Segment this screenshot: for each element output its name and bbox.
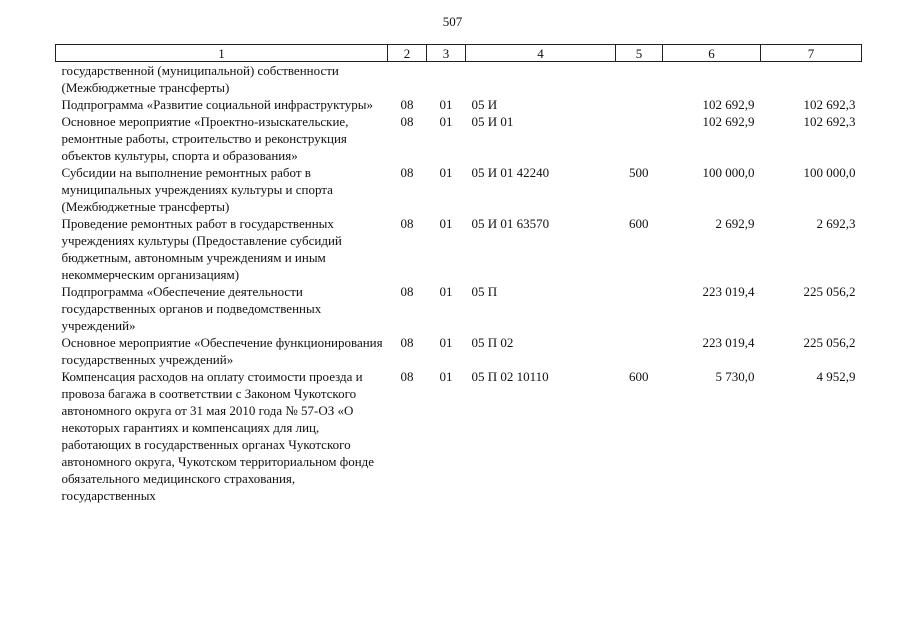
row-subsection-cell: 01	[439, 97, 453, 112]
row-expense-type-cell: 500	[629, 165, 649, 180]
header-col-6: 6	[663, 45, 761, 62]
row-name-cell: Субсидии на выполнение ремонтных работ в муниципальных учреждениях культуры и спорта (Межбюджетные трансферты)	[61, 165, 333, 214]
row-amount-1-cell: 5 730,0	[715, 369, 755, 384]
table-body	[56, 62, 862, 505]
header-col-7: 7	[761, 45, 862, 62]
row-section-cell: 08	[400, 284, 414, 299]
row-name-cell: Основное мероприятие «Обеспечение функционирования государственных учреждений»	[61, 335, 383, 367]
row-target-article-cell: 05 И 01 63570	[471, 216, 550, 231]
row-section-cell: 08	[400, 165, 414, 180]
header-col-4: 4	[466, 45, 616, 62]
header-col-1: 1	[56, 45, 388, 62]
row-amount-1-cell	[663, 62, 761, 97]
header-col-5: 5	[616, 45, 663, 62]
row-amount-1-cell: 100 000,0	[702, 165, 755, 180]
row-name-cell: государственной (муниципальной) собственности (Межбюджетные трансферты)	[61, 63, 339, 95]
row-target-article-cell: 05 И 01	[471, 114, 514, 129]
row-amount-1-cell: 223 019,4	[702, 335, 755, 350]
row-amount-2-cell: 102 692,3	[803, 114, 856, 129]
row-section-cell: 08	[400, 97, 414, 112]
budget-table	[55, 44, 862, 504]
row-section-cell: 08	[400, 216, 414, 231]
row-subsection-cell: 01	[439, 114, 453, 129]
row-section-cell	[388, 62, 427, 97]
row-target-article-cell: 05 П 02 10110	[471, 369, 549, 384]
row-amount-2-cell: 100 000,0	[803, 165, 856, 180]
row-amount-1-cell: 102 692,9	[702, 114, 755, 129]
row-target-article-cell: 05 П 02	[471, 335, 514, 350]
row-amount-2-cell: 4 952,9	[816, 369, 856, 384]
table-row	[56, 113, 862, 164]
row-subsection-cell: 01	[439, 369, 453, 384]
row-subsection-cell: 01	[439, 165, 453, 180]
page-number: 507	[442, 14, 463, 29]
table-row	[56, 96, 862, 113]
row-amount-2-cell	[761, 62, 862, 97]
row-target-article-cell: 05 П	[471, 284, 498, 299]
row-name-cell: Подпрограмма «Обеспечение деятельности государственных органов и подведомственных учреждений»	[61, 284, 322, 333]
row-section-cell: 08	[400, 335, 414, 350]
row-name-cell: Проведение ремонтных работ в государственных учреждениях культуры (Предоставление субсидий бюджетным, автономным учреждениям и иным некоммерческим организациям)	[61, 216, 342, 282]
row-name-cell: Подпрограмма «Развитие социальной инфраструктуры»	[61, 97, 374, 112]
row-expense-type-cell	[616, 113, 663, 164]
row-subsection-cell	[427, 62, 466, 97]
table-row	[56, 164, 862, 215]
row-name-cell: Компенсация расходов на оплату стоимости проезда и провоза багажа в соответствии с Законом Чукотского автономного округа от 31 мая 2010 года № 57-ОЗ «О некоторых гарантиях и компенсациях для лиц, работающих в государственных органах Чукотского автономного округа, Чукотском территориальном фонде обязательного медицинского страхования, государственных	[61, 369, 375, 503]
row-amount-2-cell: 225 056,2	[803, 284, 856, 299]
row-subsection-cell: 01	[439, 216, 453, 231]
row-subsection-cell: 01	[439, 284, 453, 299]
header-col-3: 3	[427, 45, 466, 62]
header-row	[56, 45, 862, 62]
row-expense-type-cell: 600	[629, 369, 649, 384]
table-row	[56, 368, 862, 504]
row-name-cell: Основное мероприятие «Проектно-изыскательские, ремонтные работы, строительство и реконструкция объектов культуры, спорта и образования»	[61, 114, 349, 163]
row-target-article-cell: 05 И	[471, 97, 498, 112]
row-expense-type-cell	[616, 62, 663, 97]
table-header	[56, 45, 862, 62]
header-col-2: 2	[388, 45, 427, 62]
row-subsection-cell: 01	[439, 335, 453, 350]
table-row	[56, 283, 862, 334]
row-target-article-cell: 05 И 01 42240	[471, 165, 550, 180]
row-amount-2-cell: 102 692,3	[803, 97, 856, 112]
row-section-cell: 08	[400, 114, 414, 129]
row-amount-2-cell: 2 692,3	[816, 216, 856, 231]
row-expense-type-cell: 600	[629, 216, 649, 231]
row-expense-type-cell	[616, 334, 663, 368]
row-target-article-cell	[466, 62, 616, 97]
row-expense-type-cell	[616, 283, 663, 334]
table-row	[56, 334, 862, 368]
table-row	[56, 62, 862, 97]
row-section-cell: 08	[400, 369, 414, 384]
row-amount-1-cell: 223 019,4	[702, 284, 755, 299]
row-expense-type-cell	[616, 96, 663, 113]
row-amount-1-cell: 102 692,9	[702, 97, 755, 112]
row-amount-2-cell: 225 056,2	[803, 335, 856, 350]
table-row	[56, 215, 862, 283]
row-amount-1-cell: 2 692,9	[715, 216, 755, 231]
